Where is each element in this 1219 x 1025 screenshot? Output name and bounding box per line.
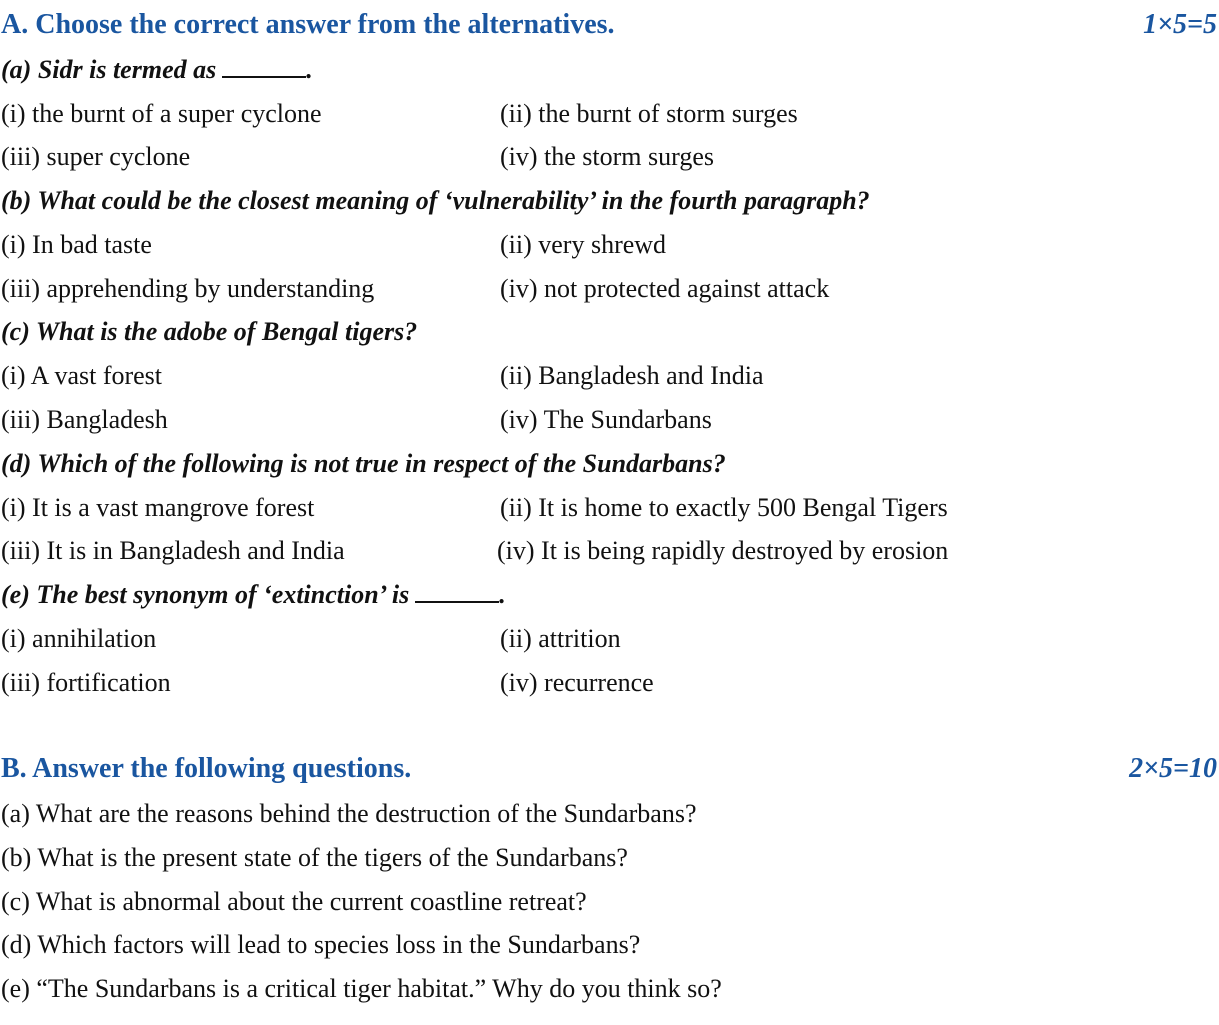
question-b-options-row-1: [0, 225, 1219, 265]
answer-blank: [415, 579, 499, 603]
option-a-ii: (ii) the burnt of storm surges: [500, 99, 798, 128]
short-question-d-text: (d) Which factors will lead to species loss in the Sundarbans?: [1, 930, 641, 959]
option-e-iii: (iii) fortification: [1, 668, 171, 697]
short-question-e: [0, 969, 1219, 1009]
question-d-prompt: (d) Which of the following is not true in respect of the Sundarbans?: [1, 449, 726, 478]
option-b-iii: (iii) apprehending by understanding: [1, 274, 375, 303]
answer-blank: [222, 54, 306, 78]
question-e: [0, 575, 1219, 615]
option-a-iii: (iii) super cyclone: [1, 142, 191, 171]
question-d-options-row-2: [0, 531, 1219, 571]
short-question-b-text: (b) What is the present state of the tigers of the Sundarbans?: [1, 843, 628, 872]
question-d: [0, 444, 1219, 484]
section-a-header: [0, 5, 1219, 45]
question-a: [0, 50, 1219, 90]
question-e-options-row-2: [0, 663, 1219, 703]
option-d-ii: (ii) It is home to exactly 500 Bengal Tigers: [500, 493, 948, 522]
short-question-a-text: (a) What are the reasons behind the destruction of the Sundarbans?: [1, 799, 697, 828]
option-d-iv: (iv) It is being rapidly destroyed by erosion: [497, 536, 949, 565]
option-e-ii: (ii) attrition: [500, 624, 621, 653]
option-d-iii: (iii) It is in Bangladesh and India: [1, 536, 345, 565]
option-c-iii: (iii) Bangladesh: [1, 405, 168, 434]
section-b-header: [0, 749, 1219, 789]
option-b-ii: (ii) very shrewd: [500, 230, 667, 259]
question-c: [0, 312, 1219, 352]
short-question-e-text: (e) “The Sundarbans is a critical tiger habitat.” Why do you think so?: [1, 974, 722, 1003]
option-c-iv: (iv) The Sundarbans: [500, 405, 712, 434]
question-c-options-row-2: [0, 400, 1219, 440]
option-a-iv: (iv) the storm surges: [500, 142, 714, 171]
question-c-options-row-1: [0, 356, 1219, 396]
short-question-c: [0, 882, 1219, 922]
option-a-i: (i) the burnt of a super cyclone: [1, 99, 322, 128]
question-b-options-row-2: [0, 269, 1219, 309]
short-question-c-text: (c) What is abnormal about the current coastline retreat?: [1, 887, 587, 916]
option-b-iv: (iv) not protected against attack: [500, 274, 830, 303]
short-question-b: [0, 838, 1219, 878]
section-a-title: A. Choose the correct answer from the alternatives.: [1, 9, 615, 40]
question-e-prompt: (e) The best synonym of ‘extinction’ is .: [1, 580, 506, 609]
option-e-iv: (iv) recurrence: [500, 668, 654, 697]
question-a-options-row-1: [0, 94, 1219, 134]
question-a-prompt: (a) Sidr is termed as .: [1, 55, 313, 84]
option-e-i: (i) annihilation: [1, 624, 157, 653]
question-b-prompt: (b) What could be the closest meaning of ‘vulnerability’ in the fourth paragraph?: [1, 186, 870, 215]
section-b-marks: 2×5=10: [1129, 753, 1217, 784]
question-c-prompt: (c) What is the adobe of Bengal tigers?: [1, 317, 418, 346]
short-question-a: [0, 794, 1219, 834]
short-question-d: [0, 925, 1219, 965]
question-b: [0, 181, 1219, 221]
option-c-ii: (ii) Bangladesh and India: [500, 361, 764, 390]
option-b-i: (i) In bad taste: [1, 230, 152, 259]
section-b-title: B. Answer the following questions.: [1, 753, 412, 784]
question-a-options-row-2: [0, 137, 1219, 177]
option-d-i: (i) It is a vast mangrove forest: [1, 493, 315, 522]
option-c-i: (i) A vast forest: [1, 361, 163, 390]
question-d-options-row-1: [0, 488, 1219, 528]
section-a-marks: 1×5=5: [1143, 9, 1217, 40]
question-e-options-row-1: [0, 619, 1219, 659]
